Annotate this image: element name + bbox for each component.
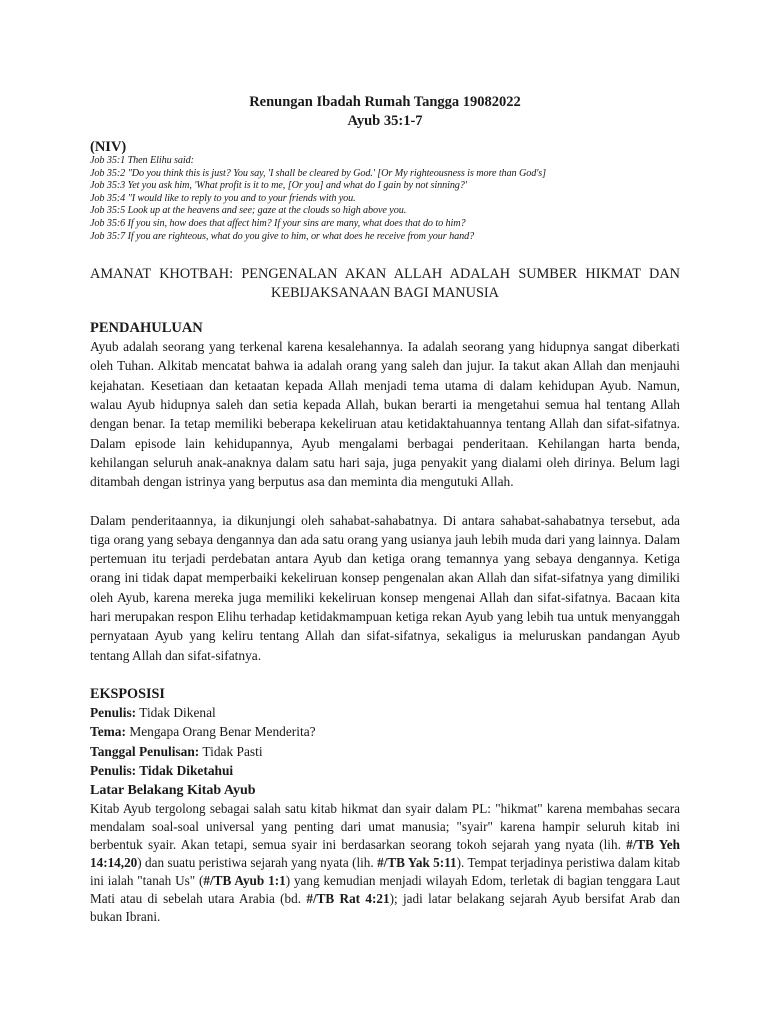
- scripture-reference: Ayub 35:1-7: [347, 113, 423, 129]
- text-run: ); jadi latar belakang sejarah Ayub bersifat Arab dan bukan Ibrani.: [90, 890, 681, 924]
- text-run: ) dan suatu peristiwa sejarah yang nyata (lih.: [137, 854, 378, 870]
- scripture-ref: #/TB Yak 5:11: [377, 854, 457, 870]
- meta-label: Penulis:: [90, 704, 137, 720]
- latar-belakang-paragraph: [90, 800, 680, 926]
- bible-version: (NIV): [90, 139, 127, 155]
- verse-line: Job 35:5 Look up at the heavens and see; gaze at the clouds so high above you.: [90, 205, 407, 217]
- meta-label: Tema:: [90, 724, 126, 740]
- meta-value: Tidak Dikenal: [136, 704, 216, 720]
- meta-label: Penulis: Tidak Diketahui: [90, 763, 234, 779]
- verse-list: [90, 155, 680, 243]
- scripture-ref: #/TB Ayub 1:1: [203, 872, 286, 888]
- verse-line: Job 35:3 Yet you ask him, 'What profit is it to me, [Or you] and what do I gain by not sinning?': [90, 180, 467, 192]
- pendahuluan-heading: PENDAHULUAN: [90, 320, 203, 337]
- sermon-theme: [90, 265, 680, 302]
- meta-penulis-2: [90, 761, 680, 781]
- verse-line: Job 35:2 "Do you think this is just? You say, 'I shall be cleared by God.' [Or My righteousness is more than God's]: [90, 167, 547, 179]
- meta-tanggal: [90, 742, 680, 762]
- pendahuluan-paragraph-1: Ayub adalah seorang yang terkenal karena kesalehannya. Ia adalah seorang yang hidupnya sangat diberkati oleh Tuhan. Alkitab mencatat bahwa ia adalah orang yang saleh dan jujur. Ia takut akan Allah dan menjauhi kejahatan. Kesetiaan dan ketaatan kepada Allah menjadi tema utama di dalam kehidupan Ayub. Namun, walau Ayub hidupnya saleh dan setia kepada Allah, bukan berarti ia mengetahui semua hal tentang Allah dengan benar. Ia tetap memiliki beberapa kekeliruan atau ketidaktahuannya tentang Allah dan sifat-sifatnya. Dalam episode lain kehidupannya, Ayub mengalami berbagai penderitaan. Kehilangan harta benda, kehilangan seluruh anak-anaknya dalam satu hari saja, juga penyakit yang dialami oleh dirinya. Belum lagi ditambah dengan istrinya yang berputus asa dan meminta dia mengutuki Allah.: [90, 339, 680, 490]
- text-run: ) yang kemudian menjadi wilayah Edom, terletak di bagian tenggara Laut Mati atau di sebelah utara Arabia (bd.: [90, 872, 680, 906]
- sermon-theme-line-1: AMANAT KHOTBAH: PENGENALAN AKAN ALLAH ADALAH SUMBER HIKMAT DAN: [90, 266, 680, 283]
- verse-line: Job 35:7 If you are righteous, what do you give to him, or what does he receive from your hand?: [90, 230, 475, 242]
- sermon-theme-line-2: KEBIJAKSANAAN BAGI MANUSIA: [271, 284, 499, 301]
- latar-belakang-heading: Latar Belakang Kitab Ayub: [90, 782, 256, 798]
- verse-line: Job 35:6 If you sin, how does that affect him? If your sins are many, what does that do to him?: [90, 217, 466, 229]
- verse-line: Job 35:4 "I would like to reply to you and to your friends with you.: [90, 192, 356, 204]
- meta-value: Mengapa Orang Benar Menderita?: [125, 724, 316, 740]
- text-run: ). Tempat terjadinya peristiwa dalam kitab ini ialah "tanah Us" (: [90, 854, 680, 888]
- text-run: Kitab Ayub tergolong sebagai salah satu kitab hikmat dan syair dalam PL: "hikmat" karena membahas secara mendalam soal-soal universal yang penting dari umat manusia; "syair" karena hampir seluruh kitab ini berbentuk syair. Akan tetapi, semua syair ini berdasarkan seorang tokoh sejarah yang nyata (lih.: [90, 800, 680, 852]
- meta-tema: [90, 722, 680, 742]
- scripture-ref: #/TB Rat 4:21: [306, 890, 390, 906]
- scripture-ref: #/TB Yeh 14:14,20: [90, 836, 680, 870]
- pendahuluan-paragraph-2: Dalam penderitaannya, ia dikunjungi oleh sahabat-sahabatnya. Di antara sahabat-sahabatnya tersebut, ada tiga orang yang sebaya dengannya dan ada satu orang yang usianya jauh lebih muda dari yang lainnya. Dalam pertemuan itu terjadi perdebatan antara Ayub dan ketiga orang temannya yang sebaya dengannya. Ketiga orang ini tidak dapat memperbaiki kekeliruan konsep pengenalan akan Allah dan sifat-sifatnya yang dimiliki oleh Ayub, karena mereka juga memiliki kekeliruan konsep mengenai Allah dan sifat-sifatnya. Bacaan kita hari merupakan respon Elihu terhadap ketidakmampuan ketiga rekan Ayub yang lebih tua untuk menyanggah pernyataan Ayub yang keliru tentang Allah dan sifat-sifatnya, sekaligus ia meluruskan pandangan Ayub tentang Allah dan sifat-sifatnya.: [90, 512, 680, 663]
- verse-line: Job 35:1 Then Elihu said:: [90, 155, 194, 166]
- meta-penulis: [90, 703, 680, 723]
- meta-value: Tidak Pasti: [199, 743, 263, 759]
- meta-label: Tanggal Penulisan:: [90, 743, 200, 759]
- eksposisi-heading: EKSPOSISI: [90, 685, 165, 702]
- document-title: Renungan Ibadah Rumah Tangga 19082022: [249, 94, 521, 110]
- document-page: [90, 0, 680, 926]
